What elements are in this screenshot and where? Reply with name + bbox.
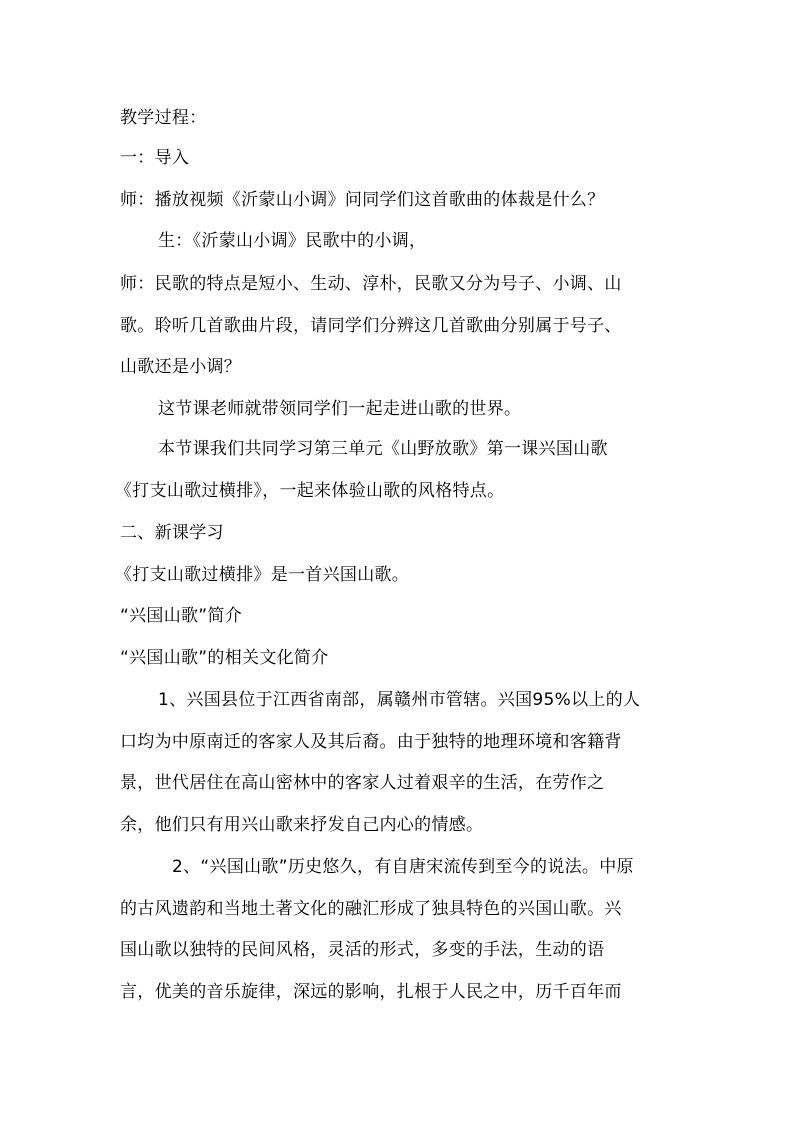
text-line: 教学过程： (120, 108, 207, 128)
text-line: 一：导入 (120, 148, 190, 168)
text-line: 这节课老师就带领同学们一起走进山歌的世界。 (158, 399, 522, 419)
text-line: “兴国山歌”简介 (120, 606, 243, 626)
text-line: 言，优美的音乐旋律，深远的影响，扎根于人民之中，历千百年而 (120, 982, 622, 1002)
text-line: 口均为中原南迁的客家人及其后裔。由于独特的地理环境和客籍背 (120, 732, 622, 752)
text-line: 景，世代居住在高山密林中的客家人过着艰辛的生活，在劳作之 (120, 773, 605, 793)
text-line: 歌。聆听几首歌曲片段，请同学们分辨这几首歌曲分别属于号子、 (120, 316, 622, 336)
text-line: 生：《沂蒙山小调》民歌中的小调， (158, 231, 427, 251)
text-line: 《打支山歌过横排》，一起来体验山歌的风格特点。 (115, 481, 505, 501)
text-line: 1、兴国县位于江西省南部，属赣州市管辖。兴国95%以上的人 (158, 690, 641, 710)
text-line: 的古风遗韵和当地土著文化的融汇形成了独具特色的兴国山歌。兴 (120, 899, 622, 919)
text-line: 本节课我们共同学习第三单元《山野放歌》第一课兴国山歌 (158, 439, 608, 459)
text-line: 2、“兴国山歌”历史悠久，有自唐宋流传到至今的说法。中原 (172, 857, 634, 877)
text-line: 《打支山歌过横排》是一首兴国山歌。 (115, 565, 410, 585)
text-line: 师：民歌的特点是短小、生动、淳朴，民歌又分为号子、小调、山 (120, 274, 622, 294)
text-line: 国山歌以独特的民间风格，灵活的形式，多变的手法，生动的语 (120, 940, 605, 960)
text-line: 余，他们只有用兴山歌来抒发自己内心的情感。 (120, 815, 484, 835)
text-line: 师：播放视频《沂蒙山小调》问同学们这首歌曲的体裁是什么？ (120, 190, 605, 210)
text-line: “兴国山歌”的相关文化简介 (120, 648, 329, 668)
section-heading: 二、新课学习 (120, 523, 224, 543)
text-line: 山歌还是小调？ (120, 357, 242, 377)
